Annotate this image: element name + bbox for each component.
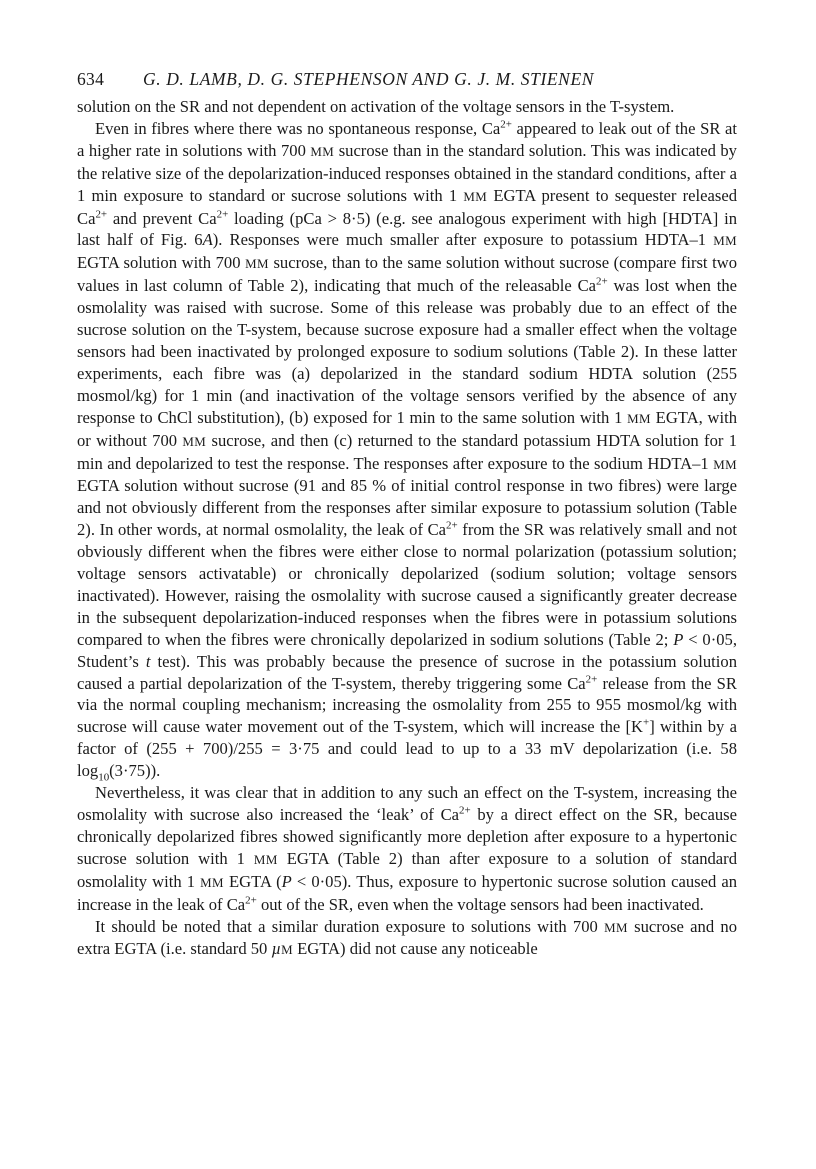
body-text [77,96,737,961]
body-paragraph: solution on the SR and not dependent on activation of the voltage sensors in the T-system. [77,97,675,116]
running-head [77,64,737,94]
page-number: 634 [77,69,105,89]
running-head-authors: G. D. LAMB, D. G. STEPHENSON AND G. J. M. STIENEN [143,69,595,89]
body-paragraph: Nevertheless, it was clear that in addition to any such an effect on the T-system, increasing the osmolality with sucrose also increased the ‘leak’ of $Ca^{2+}$ by a direct effect on the SR, because chronically depolarized fibres showed significantly more depletion after exposure to a hypertonic sucrose solution with 1 MM EGTA (Table 2) than after exposure to a solution of standard osmolality with 1 MM EGTA (P < 0·05). Thus, exposure to hypertonic sucrose solution caused an increase in the leak of $Ca^{2+}$ out of the SR, even when the voltage sensors had been inactivated. [77,783,737,914]
body-paragraph: It should be noted that a similar duration exposure to solutions with 700 MM sucrose and no extra EGTA (i.e. standard 50 µM EGTA) did not cause any noticeable [77,916,737,959]
journal-page [77,64,737,961]
body-paragraph: Even in fibres where there was no spontaneous response, $Ca^{2+}$ appeared to leak out of the SR at a higher rate in solutions with 700 MM sucrose than in the standard solution. This was indicated by the relative size of the depolarization-induced responses obtained in the standard conditions, after a 1 min exposure to standard or sucrose solutions with 1 MM EGTA present to sequester released $Ca^{2+}$ and prevent $Ca^{2+}$ loading (pCa > 8·5) (e.g. see analogous experiment with high [HDTA] in last half of Fig. 6A). Responses were much smaller after exposure to potassium HDTA–1 MM EGTA solution with 700 MM sucrose, than to the same solution without sucrose (compare first two values in last column of Table 2), indicating that much of the releasable $Ca^{2+}$ was lost when the osmolality was raised with sucrose. Some of this release was probably due to an effect of the sucrose solution on the T-system, because sucrose exposure had a smaller effect when the voltage sensors had been inactivated by prolonged exposure to sodium solutions (Table 2). In these latter experiments, each fibre was (a) depolarized in the standard sodium HDTA solution (255 mosmol/kg) for 1 min (and inactivation of the voltage sensors verified by the absence of any response to ChCl substitution), (b) exposed for 1 min to the same solution with 1 MM EGTA, with or without 700 MM sucrose, and then (c) returned to the standard potassium HDTA solution for 1 min and depolarized to test the response. The responses after exposure to the sodium HDTA–1 MM EGTA solution without sucrose (91 and 85 % of initial control response in two fibres) were large and not obviously different from the responses after similar exposure to potassium solution (Table 2). In other words, at normal osmolality, the leak of $Ca^{2+}$ from the SR was relatively small and not obviously different when the fibres were either close to normal polarization (potassium solution; voltage sensors activatable) or chronically depolarized (sodium solution; voltage sensors inactivated). However, raising the osmolality with sucrose caused a significantly greater decrease in the subsequent depolarization-induced responses when the fibres were in potassium solutions compared to when the fibres were chronically depolarized in sodium solutions (Table 2; P < 0·05, Student’s t test). This was probably because the presence of sucrose in the potassium solution caused a partial depolarization of the T-system, thereby triggering some $Ca^{2+}$ release from the SR via the normal coupling mechanism; increasing the osmolality from 255 to 955 mosmol/kg with sucrose will cause water movement out of the T-system, which will increase the [K+] within by a factor of (255 + 700)/255 = 3·75 and could lead to up to a 33 mV depolarization (i.e. 58 $\log_{10}(3\cdot 75)$). [77,118,738,784]
